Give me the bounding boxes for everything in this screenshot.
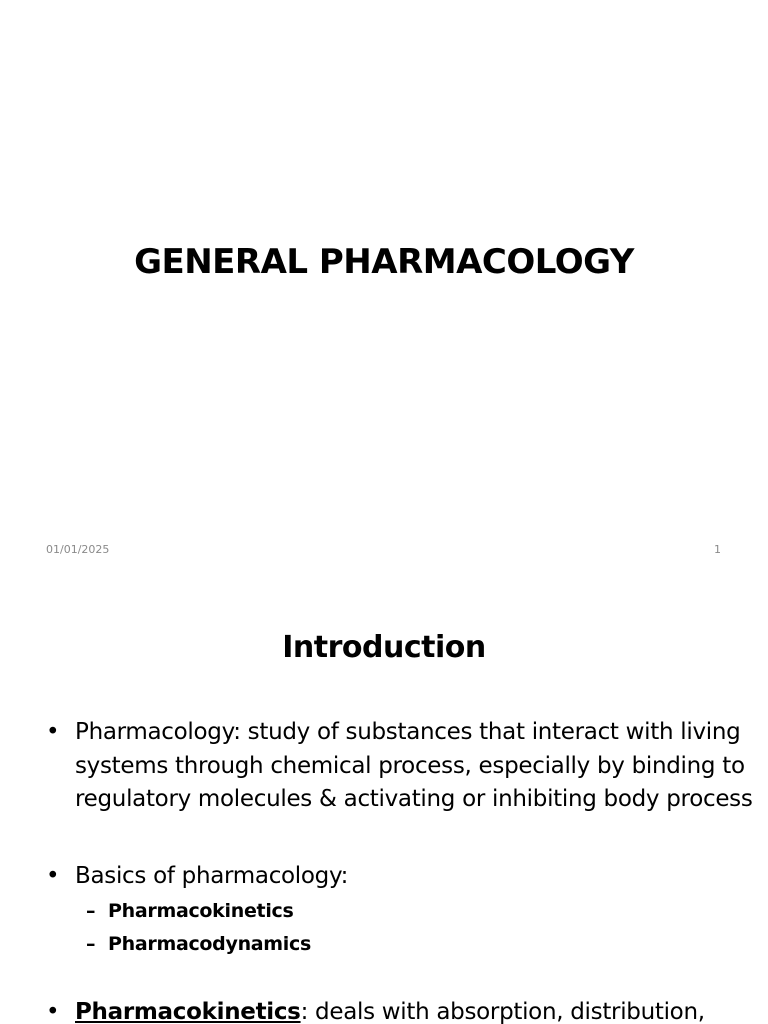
sub-bullet-text: Pharmacodynamics	[108, 933, 311, 955]
slide-date: 01/01/2025	[46, 543, 110, 556]
slide-number: 1	[714, 543, 721, 556]
bullet-text-rest: : deals with absorption, distribution,	[300, 999, 705, 1024]
sub-bullet-item	[86, 899, 294, 923]
sub-bullet-item	[86, 932, 311, 956]
slide-title: GENERAL PHARMACOLOGY	[134, 242, 634, 282]
sub-bullet-text: Pharmacokinetics	[108, 900, 294, 922]
slide-2	[0, 576, 768, 1024]
bullet-item	[46, 860, 761, 894]
bullet-item	[46, 996, 761, 1024]
slide-title: Introduction	[282, 630, 486, 665]
bullet-item	[46, 716, 761, 817]
term-pharmacokinetics: Pharmacokinetics	[75, 999, 301, 1024]
sub-bullet-symbol: –	[86, 933, 96, 955]
bullet-text: Basics of pharmacology:	[75, 863, 349, 889]
bullet-text	[75, 996, 761, 1024]
bullet-symbol: •	[46, 999, 60, 1024]
bullet-symbol: •	[46, 863, 60, 889]
sub-bullet-symbol: –	[86, 900, 96, 922]
bullet-text: Pharmacology: study of substances that interact with living systems through chemical process, especially by binding to regulatory molecules & activating or inhibiting body process	[75, 719, 753, 812]
bullet-symbol: •	[46, 719, 60, 745]
